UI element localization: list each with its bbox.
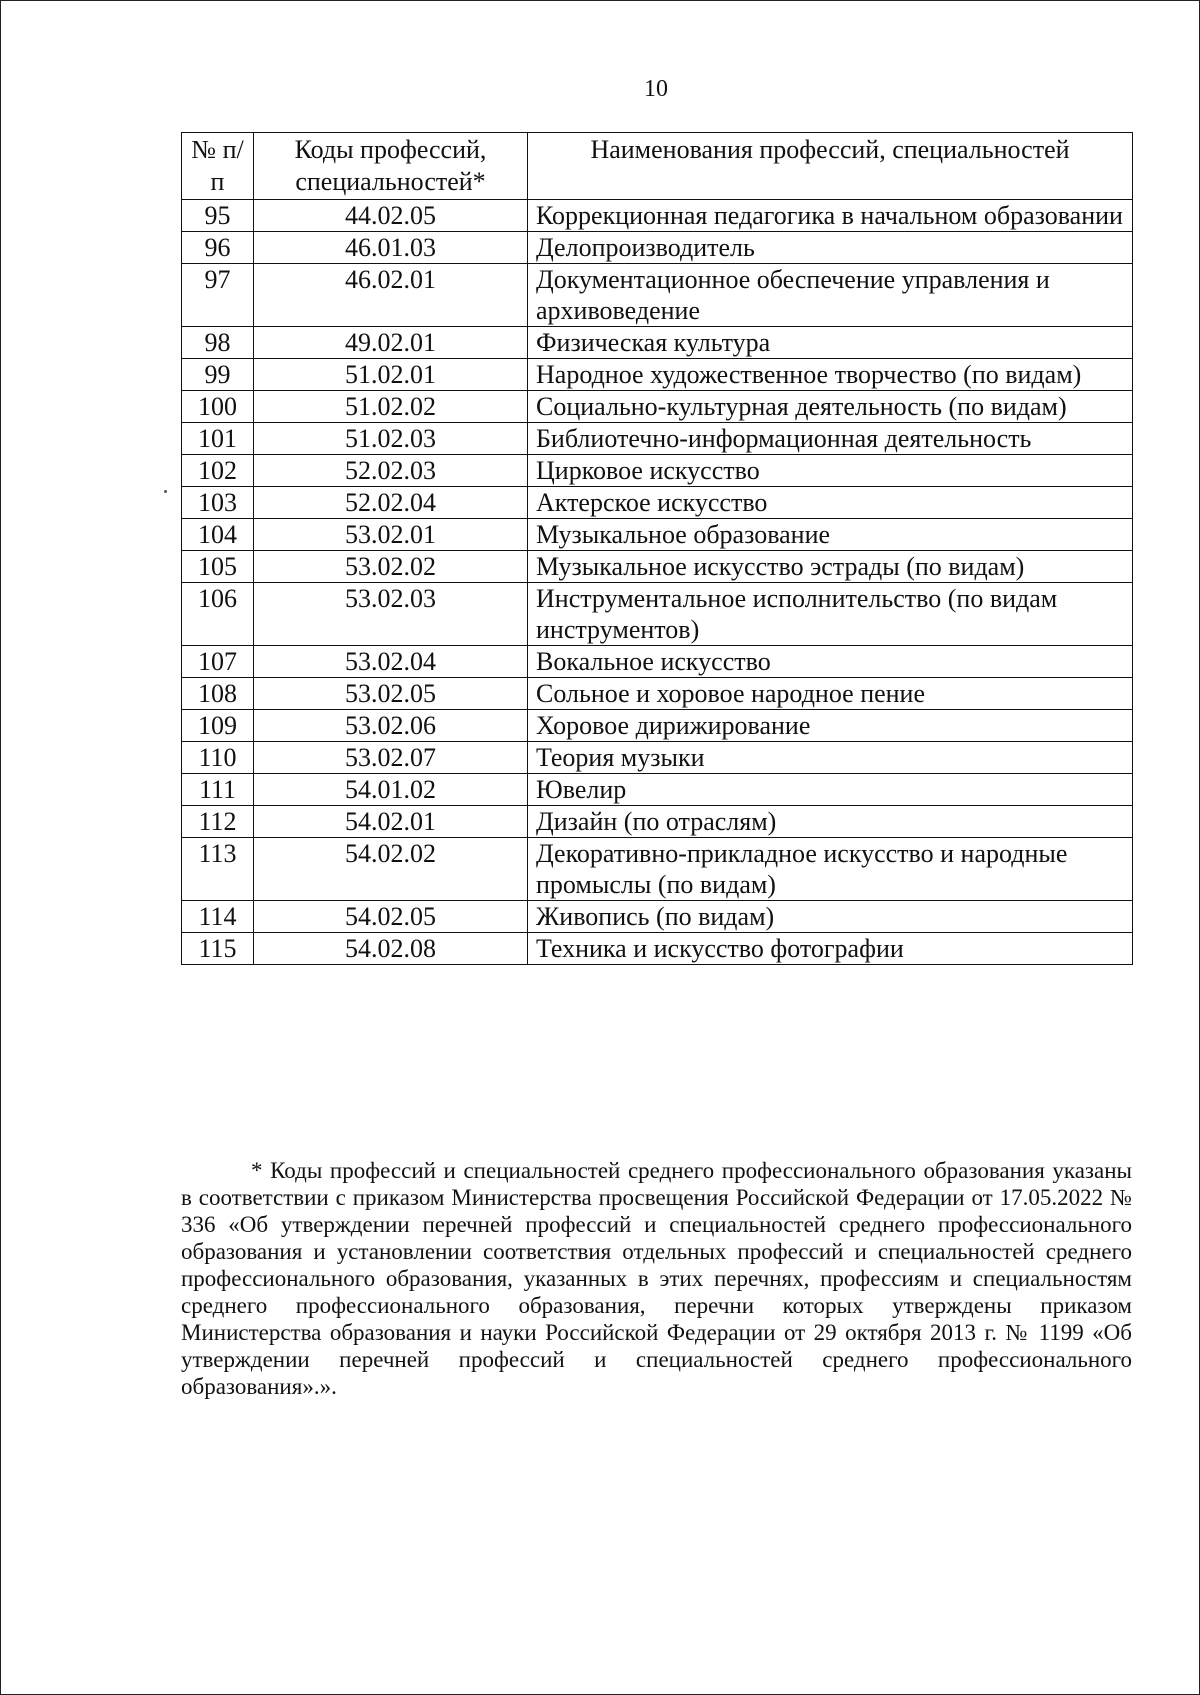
row-code: 52.02.04 [254, 487, 528, 519]
row-name: Хоровое дирижирование [528, 710, 1133, 742]
table-body [182, 200, 1133, 965]
row-name: Музыкальное образование [528, 519, 1133, 551]
row-name: Социально-культурная деятельность (по видам) [528, 391, 1133, 423]
table-row [182, 391, 1133, 423]
footnote: * Коды профессий и специальностей среднего профессионального образования указаны в соответствии с приказом Министерства просвещения Российской Федерации от 17.05.2022 № 336 «Об утверждении перечней профессий и специальностей среднего профессионального образования и установлении соответствия отдельных профессий и специальностей среднего профессионального образования, указанных в этих перечнях, профессиям и специальностям среднего профессионального образования, перечни которых утверждены приказом Министерства образования и науки Российской Федерации от 29 октября 2013 г. № 1199 «Об утверждении перечней профессий и специальностей среднего профессионального образования».». [181, 1158, 1132, 1399]
professions-table [181, 132, 1133, 965]
table-row [182, 646, 1133, 678]
table-row [182, 232, 1133, 264]
row-name: Актерское искусство [528, 487, 1133, 519]
row-name: Теория музыки [528, 742, 1133, 774]
row-code: 54.01.02 [254, 774, 528, 806]
row-number: 105 [182, 551, 254, 583]
row-name: Физическая культура [528, 327, 1133, 359]
row-code: 46.01.03 [254, 232, 528, 264]
row-code: 51.02.03 [254, 423, 528, 455]
row-name: Документационное обеспечение управления и архивоведение [528, 264, 1133, 327]
header-code: Коды профессий, специальностей* [254, 133, 528, 200]
table-row [182, 901, 1133, 933]
table-row [182, 806, 1133, 838]
row-name: Живопись (по видам) [528, 901, 1133, 933]
row-number: 104 [182, 519, 254, 551]
table-row [182, 583, 1133, 646]
row-number: 112 [182, 806, 254, 838]
table-row [182, 519, 1133, 551]
table-row [182, 774, 1133, 806]
table-row [182, 327, 1133, 359]
row-number: 111 [182, 774, 254, 806]
row-code: 52.02.03 [254, 455, 528, 487]
row-name: Народное художественное творчество (по видам) [528, 359, 1133, 391]
table-row [182, 838, 1133, 901]
row-number: 95 [182, 200, 254, 232]
table-row [182, 487, 1133, 519]
row-number: 96 [182, 232, 254, 264]
row-code: 54.02.02 [254, 838, 528, 901]
table-row [182, 455, 1133, 487]
row-code: 54.02.05 [254, 901, 528, 933]
row-name: Инструментальное исполнительство (по видам инструментов) [528, 583, 1133, 646]
row-number: 97 [182, 264, 254, 327]
table-row [182, 423, 1133, 455]
row-number: 113 [182, 838, 254, 901]
row-name: Библиотечно-информационная деятельность [528, 423, 1133, 455]
table-row [182, 200, 1133, 232]
row-number: 110 [182, 742, 254, 774]
table-row [182, 551, 1133, 583]
row-code: 51.02.02 [254, 391, 528, 423]
row-number: 101 [182, 423, 254, 455]
header-num: № п/п [182, 133, 254, 200]
row-code: 53.02.03 [254, 583, 528, 646]
table-row [182, 264, 1133, 327]
row-name: Декоративно-прикладное искусство и народные промыслы (по видам) [528, 838, 1133, 901]
page-number: 10 [644, 76, 668, 102]
table-row [182, 933, 1133, 965]
table-header-row [182, 133, 1133, 200]
row-code: 46.02.01 [254, 264, 528, 327]
row-number: 100 [182, 391, 254, 423]
row-code: 53.02.07 [254, 742, 528, 774]
row-name: Сольное и хоровое народное пение [528, 678, 1133, 710]
row-code: 53.02.04 [254, 646, 528, 678]
table-row [182, 710, 1133, 742]
row-number: 114 [182, 901, 254, 933]
header-name: Наименования профессий, специальностей [528, 133, 1133, 200]
row-code: 51.02.01 [254, 359, 528, 391]
row-name: Вокальное искусство [528, 646, 1133, 678]
row-code: 53.02.05 [254, 678, 528, 710]
row-code: 49.02.01 [254, 327, 528, 359]
table-row [182, 359, 1133, 391]
row-name: Цирковое искусство [528, 455, 1133, 487]
table-row [182, 742, 1133, 774]
row-code: 53.02.02 [254, 551, 528, 583]
row-number: 115 [182, 933, 254, 965]
row-number: 107 [182, 646, 254, 678]
table-row [182, 678, 1133, 710]
row-code: 54.02.01 [254, 806, 528, 838]
row-number: 109 [182, 710, 254, 742]
row-name: Ювелир [528, 774, 1133, 806]
row-code: 53.02.01 [254, 519, 528, 551]
scan-speck [164, 490, 167, 493]
row-number: 103 [182, 487, 254, 519]
row-name: Коррекционная педагогика в начальном образовании [528, 200, 1133, 232]
row-name: Музыкальное искусство эстрады (по видам) [528, 551, 1133, 583]
row-number: 106 [182, 583, 254, 646]
row-name: Дизайн (по отраслям) [528, 806, 1133, 838]
row-number: 102 [182, 455, 254, 487]
row-number: 108 [182, 678, 254, 710]
row-code: 53.02.06 [254, 710, 528, 742]
row-name: Техника и искусство фотографии [528, 933, 1133, 965]
row-number: 98 [182, 327, 254, 359]
row-number: 99 [182, 359, 254, 391]
row-code: 54.02.08 [254, 933, 528, 965]
row-code: 44.02.05 [254, 200, 528, 232]
row-name: Делопроизводитель [528, 232, 1133, 264]
